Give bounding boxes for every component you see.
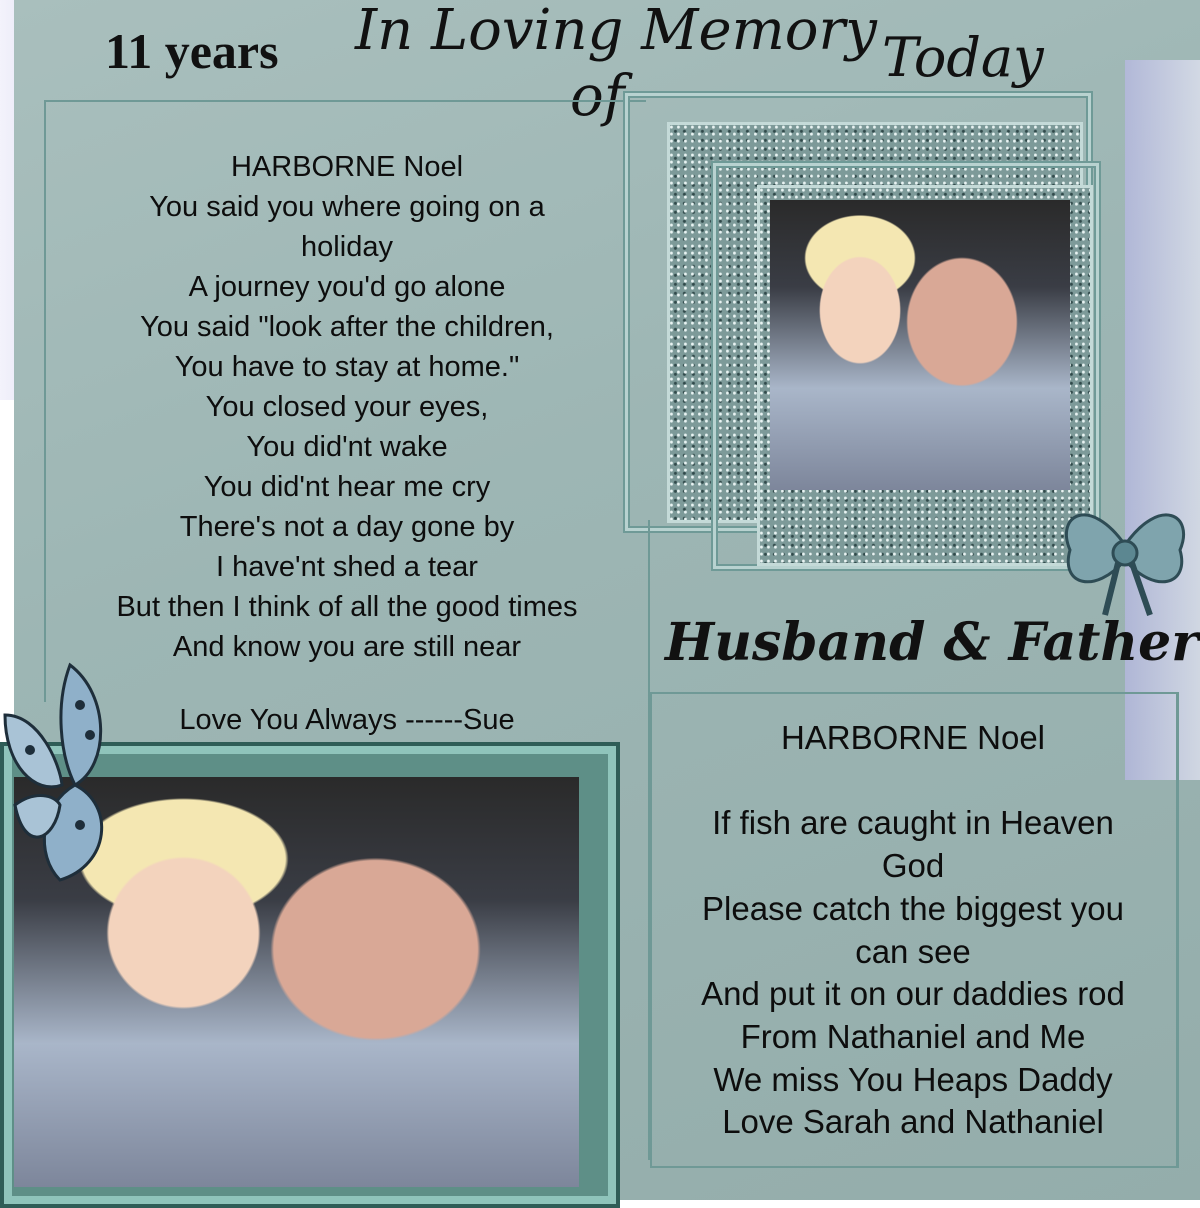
left-poem: [52, 147, 642, 667]
poem-line: Love Sarah and Nathaniel: [722, 1103, 1104, 1141]
poem-line: You said you where going on a: [149, 191, 545, 223]
poem-line: Please catch the biggest you: [702, 889, 1124, 927]
poem-line: You said "look after the children,: [140, 311, 554, 343]
poem-line: A journey you'd go alone: [188, 271, 506, 303]
bow-icon: [1050, 475, 1200, 625]
poem-line: There's not a day gone by: [179, 511, 515, 543]
signature: Love You Always ------Sue: [179, 704, 515, 736]
poem-line: [654, 760, 1172, 803]
husband-father-heading: Husband & Father: [665, 612, 1199, 673]
of-heading: of: [570, 64, 625, 129]
poem-line: You did'nt hear me cry: [203, 471, 491, 503]
poem-line: You did'nt wake: [246, 431, 448, 463]
today-heading: Today: [882, 26, 1044, 89]
in-loving-memory-heading: In Loving Memory: [355, 0, 877, 63]
poem-line: HARBORNE Noel: [780, 719, 1046, 756]
years-heading: 11 years: [105, 23, 279, 79]
poem-line: But then I think of all the good times: [116, 591, 578, 623]
poem-line: And put it on our daddies rod: [701, 975, 1125, 1013]
poem-line: And know you are still near: [172, 631, 522, 663]
poem-line: You closed your eyes,: [205, 391, 489, 423]
poem-line: God: [881, 847, 945, 885]
poem-line: We miss You Heaps Daddy: [713, 1060, 1113, 1098]
right-poem: [654, 717, 1172, 1144]
butterfly-icon: [0, 655, 125, 885]
poem-line: I have'nt shed a tear: [216, 551, 478, 583]
poem-line: If fish are caught in Heaven: [712, 804, 1114, 842]
poem-line: From Nathaniel and Me: [740, 1017, 1086, 1055]
poem-line: You have to stay at home.": [174, 351, 520, 383]
poem-line: can see: [855, 932, 971, 970]
poem-line: HARBORNE Noel: [230, 151, 464, 183]
poem-line: holiday: [301, 231, 393, 263]
photo-top: [770, 200, 1070, 490]
